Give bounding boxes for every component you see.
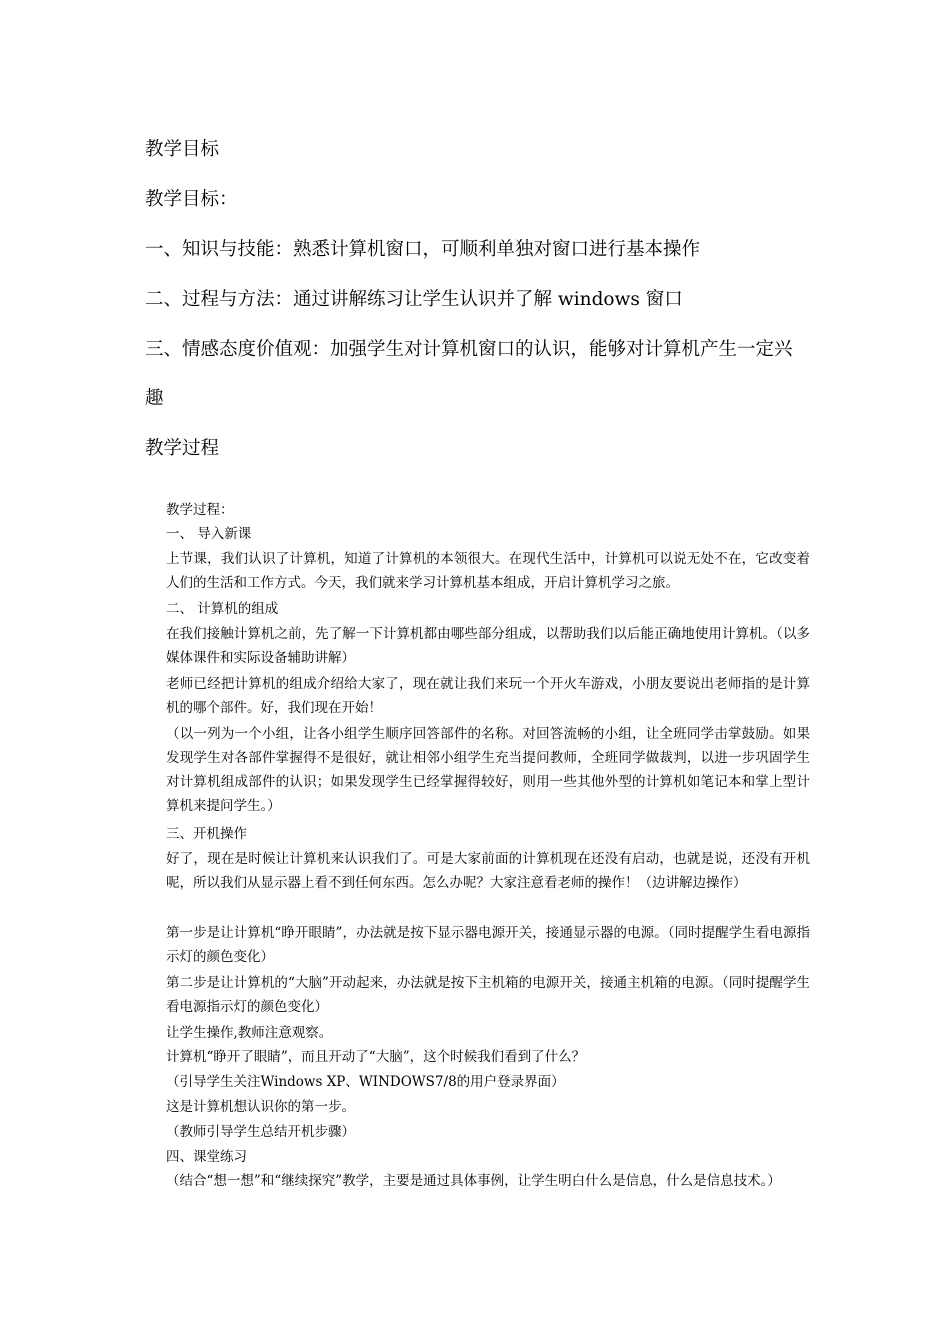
goal-process-methods-suffix: 窗口 <box>645 289 683 310</box>
subheading-teaching-goals: 教学目标： <box>145 189 238 210</box>
goal-process-methods-windows: windows <box>552 289 646 310</box>
paragraph-train-game: 老师已经把计算机的组成介绍给大家了，现在就让我们来玩一个开火车游戏，小朋友要说出老师指的是计算机的哪个部件。好，我们现在开始！ <box>166 676 810 716</box>
paragraph-group-activity: （以一列为一个小组，让各小组学生顺序回答部件的名称。对回答流畅的小组，让全班同学击掌鼓励。如果发现学生对各部件掌握得不是很好，就让相邻小组学生充当提问教师，全班同学做裁判，以进一步巩固学生对计算机组成部件的认识；如果发现学生已经掌握得较好，则用一些其他外型的计算机如笔记本和掌上型计算机来提问学生。） <box>166 726 810 814</box>
paragraph-components: 在我们接触计算机之前，先了解一下计算机都由哪些部分组成，以帮助我们以后能正确地使用计算机。（以多媒体课件和实际设备辅助讲解） <box>166 626 810 666</box>
paragraph-process-label: 教学过程： <box>166 502 234 518</box>
section-intro-heading: 一、 导入新课 <box>166 526 252 542</box>
paragraph-what-do-we-see: 计算机“睁开了眼睛”，而且开动了“大脑”，这个时候我们看到了什么？ <box>166 1049 586 1065</box>
paragraph-poweron-intro: 好了，现在是时候让计算机来认识我们了。可是大家前面的计算机现在还没有启动，也就是说，还没有开机呢，所以我们从显示器上看不到任何东西。怎么办呢？大家注意看老师的操作！（边讲解边操作） <box>166 851 810 891</box>
paragraph-step-two: 第二步是让计算机的“大脑”开动起来，办法就是按下主机箱的电源开关，接通主机箱的电源。（同时提醒学生看电源指示灯的颜色变化） <box>166 975 810 1015</box>
goal-process-methods-prefix: 二、过程与方法：通过讲解练习让学生认识并了解 <box>145 289 553 310</box>
heading-teaching-process: 教学过程 <box>145 438 220 459</box>
paragraph-intro: 上节课，我们认识了计算机，知道了计算机的本领很大。在现代生活中，计算机可以说无处不在，它改变着人们的生活和工作方式。今天，我们就来学习计算机基本组成，开启计算机学习之旅。 <box>166 551 810 591</box>
section-components-heading: 二、 计算机的组成 <box>166 601 279 617</box>
goal-attitude-line1: 三、情感态度价值观：加强学生对计算机窗口的认识，能够对计算机产生一定兴 <box>145 339 793 360</box>
paragraph-summary-steps: （教师引导学生总结开机步骤） <box>166 1124 355 1140</box>
goal-attitude-line2: 趣 <box>145 388 164 409</box>
goal-knowledge-skills: 一、知识与技能：熟悉计算机窗口，可顺利单独对窗口进行基本操作 <box>145 239 701 260</box>
paragraph-step-one: 第一步是让计算机“睁开眼睛”，办法就是按下显示器电源开关，接通显示器的电源。（同时提醒学生看电源指示灯的颜色变化） <box>166 925 810 965</box>
paragraph-first-step: 这是计算机想认识你的第一步。 <box>166 1099 355 1115</box>
section-poweron-heading: 三、开机操作 <box>166 826 247 842</box>
paragraph-login-screen: （引导学生关注Windows XP、WINDOWS7/8的用户登录界面） <box>166 1074 565 1090</box>
paragraph-practice: （结合“想一想”和“继续探究”教学，主要是通过具体事例，让学生明白什么是信息，什么是信息技术。） <box>166 1173 781 1189</box>
section-practice-heading: 四、课堂练习 <box>166 1149 247 1165</box>
heading-teaching-goals: 教学目标 <box>145 139 220 160</box>
paragraph-student-operate: 让学生操作,教师注意观察。 <box>166 1025 333 1041</box>
goal-process-methods <box>145 288 683 312</box>
